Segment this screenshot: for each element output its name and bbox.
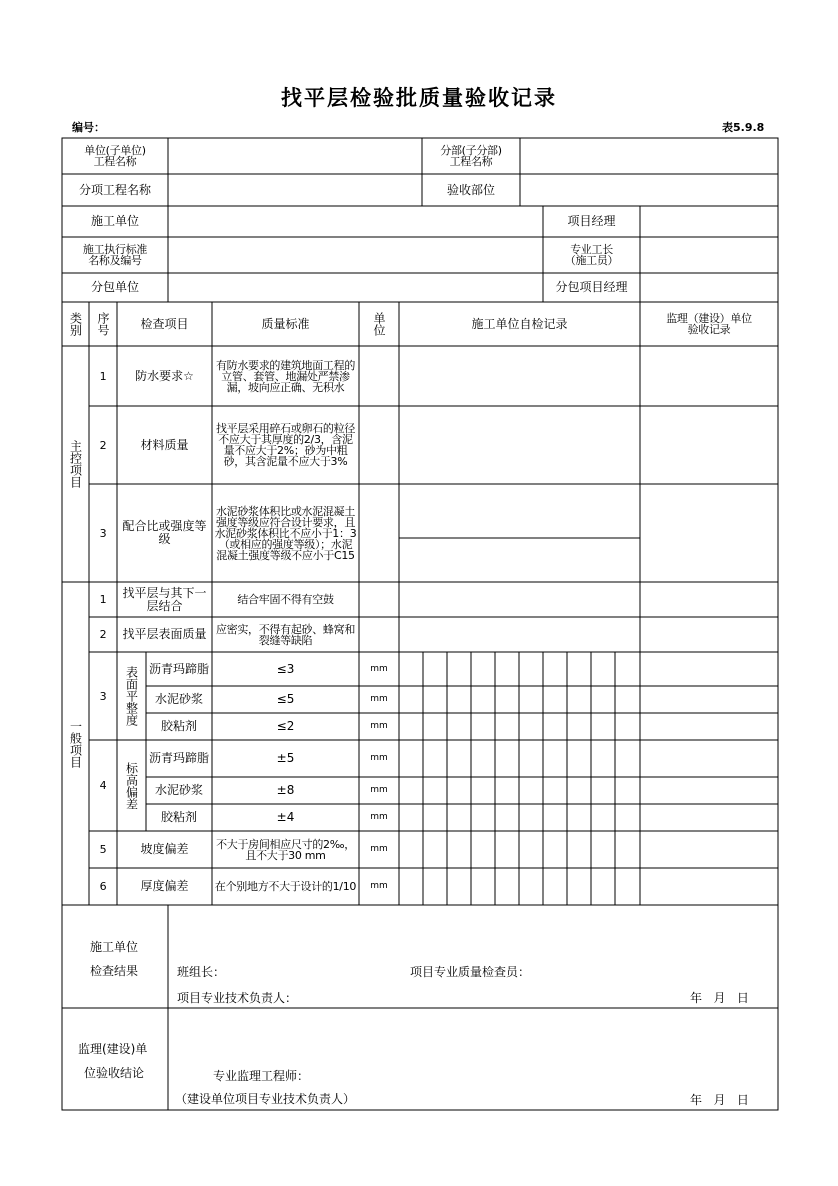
unit-cell: mm [370,785,388,795]
team-leader: 班组长： [177,965,226,979]
mc-item-standard: 有防水要求的建筑地面工程的立管、套管、地漏处严禁渗漏，坡向应正确、无积水 [215,358,356,394]
quality-inspector: 项目专业质量检查员： [410,965,531,979]
elevation-sub-standard: ±5 [276,751,295,765]
gen-item-standard: 应密实，不得有起砂、蜂窝和裂缝等缺陷 [215,622,356,647]
mc-item-name: 配合比或强度等级 [122,519,207,546]
gen-item-name: 找平层表面质量 [122,627,207,641]
gen-item-standard: 结合牢固不得有空鼓 [237,593,334,606]
col-category: 类别 [68,312,83,336]
thickness-standard: 在个别地方不大于设计的1/10 [214,880,357,893]
gen-seq: 3 [99,689,107,703]
standard-label: 施工执行标准 名称及编号 [82,243,148,267]
general-label: 一般项目 [68,719,83,768]
unit-cell: mm [370,694,388,704]
gen-seq: 5 [99,843,107,856]
col-unit: 单位 [372,312,386,336]
unit-cell: mm [370,844,388,854]
gen-seq: 4 [99,779,107,792]
col-seq: 序号 [96,312,110,336]
unit-cell: mm [370,721,388,731]
elevation-sub-name: 沥青玛蹄脂 [148,751,209,765]
supervisor-date: 年 月 日 [690,1093,749,1107]
tech-lead: 项目专业技术负责人： [177,991,298,1005]
contractor-result-label-2: 检查结果 [90,964,139,978]
mc-item-standard: 找平层采用碎石或卵石的粒径不应大于其厚度的2/3，含泥量不应大于2%；砂为中粗砂，其含泥量不应大于3% [215,422,356,468]
table-number: 表5.9.8 [722,121,765,134]
foreman-label: 专业工长 （施工员） [564,243,619,267]
contractor-date: 年 月 日 [690,991,749,1005]
flatness-label: 表面平整度 [124,666,139,726]
flatness-sub-standard: ≤3 [276,661,295,676]
mc-item-standard: 水泥砂浆体积比或水泥混凝土强度等级应符合设计要求，且水泥砂浆体积比不应小于1：3（或相应的强度等级）；水泥混凝土强度等级不应小于C15 [214,504,357,562]
mc-item-name: 防水要求☆ [135,368,194,383]
sub-project-label: 分部(子分部) 工程名称 [440,144,502,168]
sub-manager-label: 分包项目经理 [555,280,628,294]
subcontractor-label: 分包单位 [90,280,139,294]
supervisor-result-label-1: 监理(建设)单 [78,1042,148,1056]
col-self-check: 施工单位自检记录 [471,316,568,331]
mc-seq: 3 [99,526,107,540]
acceptance-part-label: 验收部位 [446,182,495,197]
unit-cell: mm [370,812,388,822]
elevation-sub-standard: ±4 [276,810,295,824]
main-control-label: 主控项目 [68,440,83,488]
gen-seq: 1 [99,593,107,606]
gen-seq: 6 [99,880,107,893]
flatness-sub-standard: ≤2 [276,719,295,733]
contractor-result-label-1: 施工单位 [90,940,139,954]
mc-seq: 1 [99,369,107,383]
unit-cell: mm [370,663,388,674]
col-supervisor: 监理（建设）单位 验收记录 [666,312,752,336]
gen-item-name: 找平层与其下一层结合 [122,585,207,613]
mc-seq: 2 [99,438,107,452]
flatness-sub-name: 沥青玛蹄脂 [148,661,209,676]
project-manager-label: 项目经理 [567,214,616,228]
page-title: 找平层检验批质量验收记录 [281,86,557,110]
elevation-sub-name: 水泥砂浆 [154,783,203,797]
unit-cell: mm [370,753,388,763]
flatness-sub-standard: ≤5 [276,692,295,706]
elevation-label: 标高偏差 [124,761,139,810]
owner-tech-lead: （建设单位项目专业技术负责人） [175,1092,356,1106]
slope-standard: 不大于房间相应尺寸的2‰，且不大于30 mm [216,837,355,862]
elevation-sub-standard: ±8 [276,783,295,797]
mc-item-name: 材料质量 [140,437,189,452]
col-standard: 质量标准 [261,316,310,331]
col-item: 检查项目 [140,316,189,331]
number-label: 编号： [72,121,105,134]
thickness-name: 厚度偏差 [140,879,189,893]
unit-project-label: 单位(子单位) 工程名称 [84,144,146,168]
supervisor-result-label-2: 位验收结论 [84,1066,145,1080]
elevation-sub-name: 胶粘剂 [160,810,197,824]
gen-seq: 2 [99,628,107,641]
slope-name: 坡度偏差 [140,842,189,856]
contractor-label: 施工单位 [90,214,139,228]
item-project-label: 分项工程名称 [78,182,151,197]
flatness-sub-name: 水泥砂浆 [154,692,203,706]
supervising-engineer: 专业监理工程师： [213,1069,310,1083]
unit-cell: mm [370,881,388,891]
flatness-sub-name: 胶粘剂 [160,719,197,733]
